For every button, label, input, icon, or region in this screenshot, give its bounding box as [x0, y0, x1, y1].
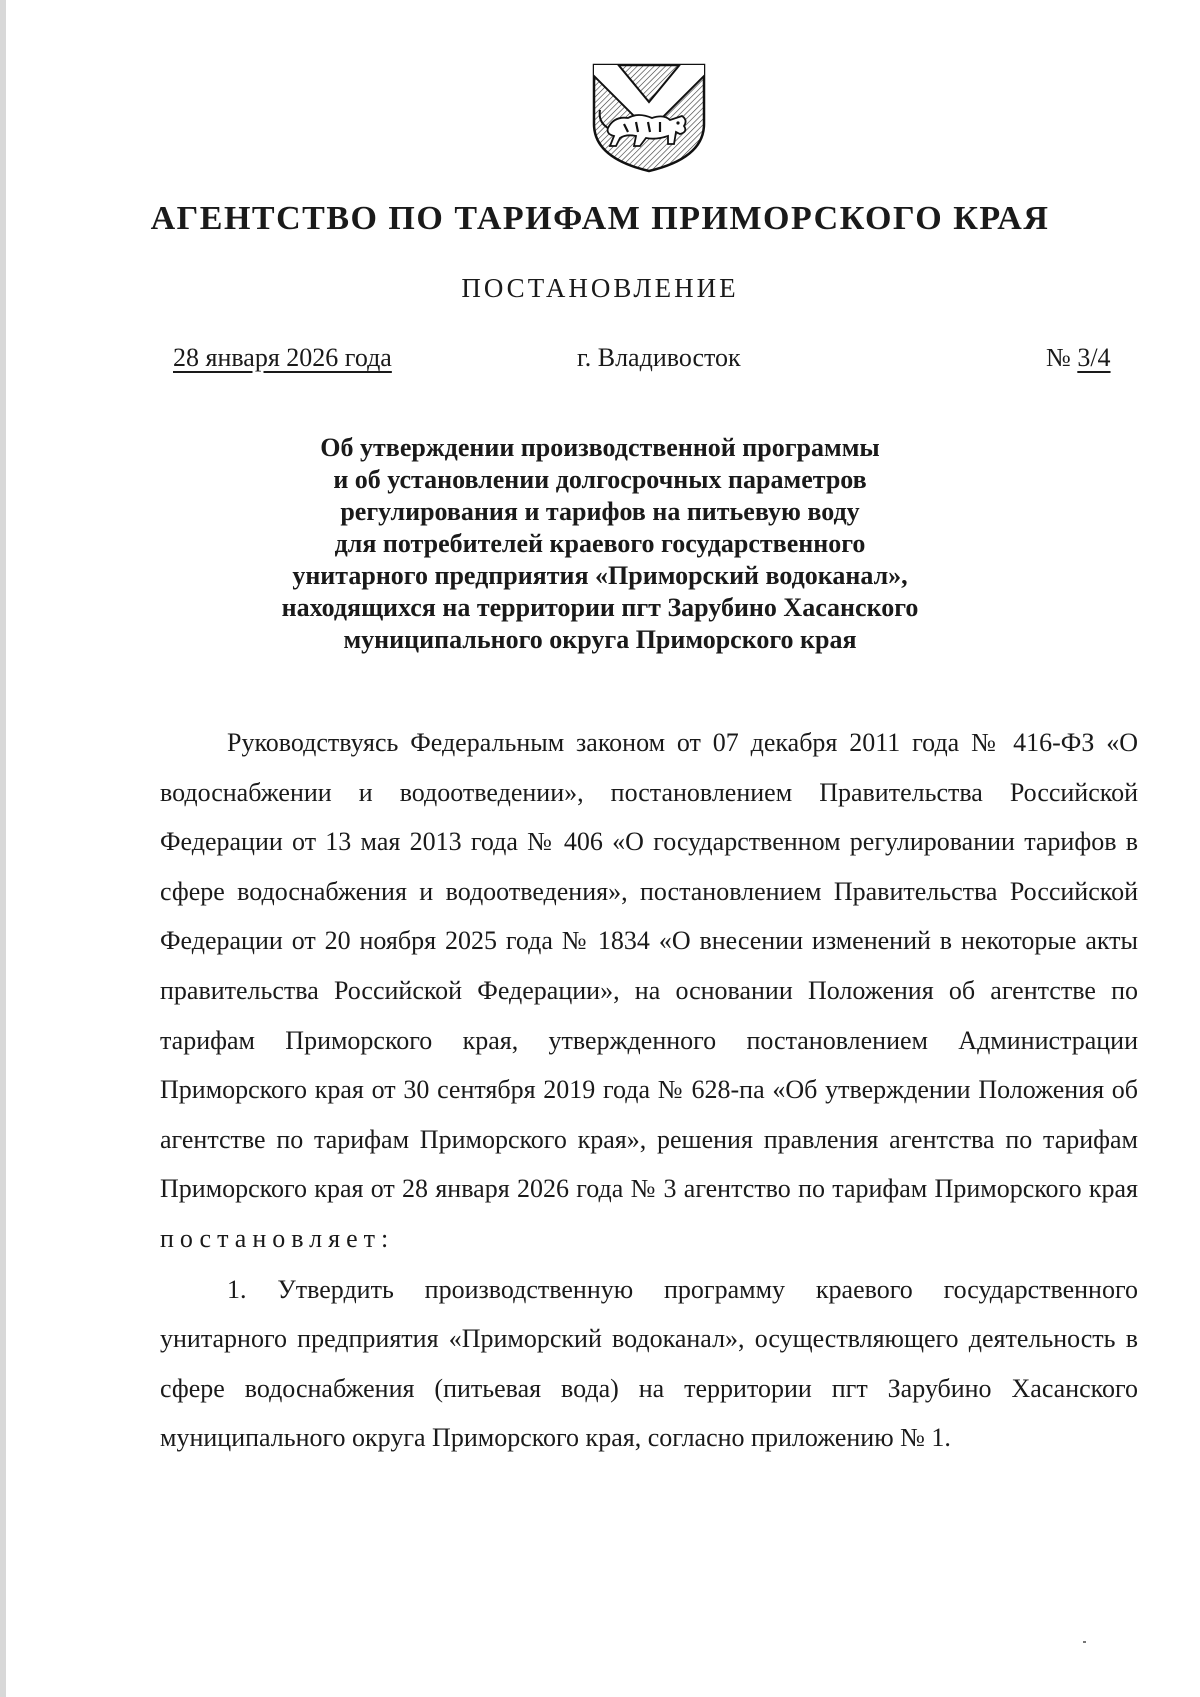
- subject-line: для потребителей краевого государственного: [334, 529, 866, 558]
- preamble-paragraph: [160, 718, 1138, 1264]
- document-body: [160, 718, 1138, 1463]
- document-type: ПОСТАНОВЛЕНИЕ: [461, 273, 739, 303]
- subject-line: муниципального округа Приморского края: [343, 625, 857, 654]
- primorsky-krai-coat-of-arms-icon: [590, 62, 708, 174]
- subject-line: и об установлении долгосрочных параметров: [333, 465, 867, 494]
- document-city: г. Владивосток: [577, 343, 741, 372]
- resolves-word: постановляет:: [160, 1223, 395, 1253]
- document-subject: [150, 432, 1050, 656]
- subject-line: унитарного предприятия «Приморский водоканал»,: [292, 561, 908, 590]
- subject-line: регулирования и тарифов на питьевую воду: [340, 497, 860, 526]
- preamble-text: Руководствуясь Федеральным законом от 07 декабря 2011 года № 416-ФЗ «О водоснабжении и водоотведении», постановлением Правительства Российской Федерации от 13 мая 2013 года № 406 «О государственном регулировании тарифов в сфере водоснабжения и водоотведения», постановлением Правительства Российской Федерации от 20 ноября 2025 года № 1834 «О внесении изменений в некоторые акты правительства Российской Федерации», на основании Положения об агентстве по тарифам Приморского края, утвержденного постановлением Администрации Приморского края от 30 сентября 2019 года № 628-па «Об утверждении Положения об агентстве по тарифам Приморского края», решения правления агентства по тарифам Приморского края от 28 января 2026 года № 3 агентство по тарифам Приморского края: [160, 728, 1138, 1204]
- document-number-prefix: №: [1046, 343, 1078, 372]
- subject-line: находящихся на территории пгт Зарубино Хасанского: [281, 593, 919, 622]
- subject-line: Об утверждении производственной программы: [320, 433, 880, 462]
- agency-title: АГЕНТСТВО ПО ТАРИФАМ ПРИМОРСКОГО КРАЯ: [150, 200, 1050, 237]
- document-number-value: 3/4: [1077, 343, 1111, 372]
- item-1-paragraph: 1. Утвердить производственную программу краевого государственного унитарного предприятия «Приморский водоканал», осуществляющего деятельность в сфере водоснабжения (питьевая вода) на территории пгт Зарубино Хасанского муниципального округа Приморского края, согласно приложению № 1.: [160, 1274, 1138, 1453]
- scan-speck: [1083, 1641, 1086, 1643]
- document-date: 28 января 2026 года: [173, 343, 392, 372]
- document-number: [1046, 343, 1111, 373]
